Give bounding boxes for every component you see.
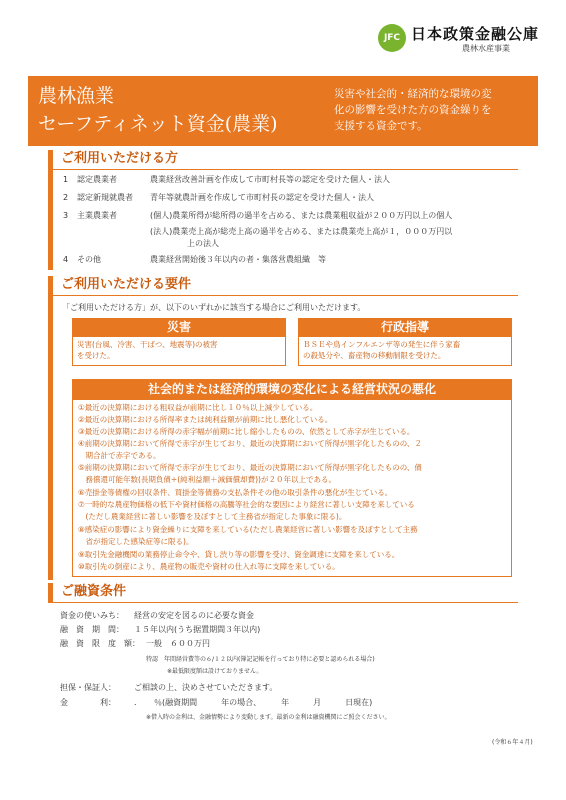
title-banner	[28, 76, 538, 146]
eligibility-no: 4	[63, 255, 69, 264]
admin-line: ＢＳＥや鳥インフルエンザ等の発生に伴う家畜	[303, 340, 461, 349]
requirements-heading: ご利用いただける要件	[48, 276, 518, 296]
rate-note: ※借入時の金利は、金融情勢により変動します。最新の金利は融資機関にご照会ください。	[146, 714, 391, 721]
logo-name: 日本政策金融公庫	[411, 25, 540, 43]
condition-line: ⑩取引先の倒産により、農産物の販売や資材の仕入れ等に支障を来している。	[78, 562, 340, 571]
collateral-label: 担保・保証人：	[60, 683, 116, 692]
condition-line: ④前期の決算期において所得で赤字が生じており、最近の決算期において所得が黒字化したものの、２	[78, 439, 422, 448]
jfc-logo	[378, 22, 558, 56]
issue-date: (令和６年４月)	[492, 739, 533, 746]
limit-value: 一般 ６００万円	[146, 639, 210, 648]
condition-line: 務償還可能年数(長期負債÷(純利益額＋減価償却費))が２０年以上である。	[78, 475, 336, 484]
limit-note: ※最低限度額は設けておりません。	[167, 668, 263, 675]
admin-line: の殺処分や、畜産物の移動制限を受けた。	[303, 351, 446, 360]
condition-line: ⑥売掛金等債権の回収条件、買掛金等債務の支払条件その他の取引条件の悪化が生じている。	[78, 488, 393, 497]
condition-line: 期合計で赤字である。	[78, 451, 161, 460]
rate-value: ． ％(融資期間 年の場合、 年 月 日現在)	[134, 698, 373, 707]
eligibility-no: 1	[63, 175, 69, 184]
banner-title-line1: 農林漁業	[38, 85, 115, 107]
condition-line: ⑦一時的な農産物価格の低下や資材価格の高騰等社会的な要因により経営に著しい支障を来している	[78, 500, 415, 509]
section-bracket	[48, 170, 53, 270]
period-value: １５年以内(うち据置期間３年以内)	[134, 625, 261, 634]
condition-line: ③最近の決算期における所得の赤字幅が前期に比し縮小したものの、依然として赤字が生じている。	[78, 427, 415, 436]
eligibility-label: その他	[77, 255, 101, 264]
condition-line: ①最近の決算期における粗収益が前期に比し１０％以上減少している。	[78, 403, 318, 412]
eligibility-no: 2	[63, 193, 69, 202]
logo-subtitle: 農林水産事業	[462, 44, 510, 53]
eligibility-desc: 農業経営改善計画を作成して市町村長等の認定を受けた個人・法人	[150, 175, 390, 184]
banner-desc-line: 化の影響を受けた方の資金繰りを	[334, 104, 492, 116]
condition-line: ⑨取引先金融機関の業務停止命令や、貸し渋り等の影響を受け、資金調達に支障を来している。	[78, 550, 400, 559]
section-bracket	[48, 296, 53, 580]
financing-heading: ご融資条件	[48, 583, 518, 603]
banner-title-line2: セーフティネット資金(農業)	[38, 113, 278, 135]
disaster-title: 災害	[72, 318, 286, 336]
banner-description	[334, 86, 530, 134]
requirements-intro: 「ご利用いただける方」が、以下のいずれかに該当する場合にご利用いただけます。	[62, 303, 366, 312]
banner-desc-line: 災害や社会的・経済的な環境の変	[334, 88, 492, 100]
eligibility-desc: (法人)農業売上高が総売上高の過半を占める、または農業売上高が１，０００万円以	[150, 227, 453, 236]
period-label: 融 資 期 間：	[60, 625, 124, 634]
collateral-value: ご相談の上、決めさせていただきます。	[134, 683, 278, 692]
eligibility-label: 認定新規就農者	[77, 193, 133, 202]
condition-line: (ただし農業経営に著しい影響を及ぼすとして主務省が指定した事象に限る)。	[78, 512, 347, 521]
admin-guidance-body	[298, 336, 512, 366]
disaster-line: 災害(台風、冷害、干ばつ、地震等)の被害	[77, 340, 218, 349]
eligibility-heading: ご利用いただける方	[48, 150, 518, 170]
eligibility-no: 3	[63, 211, 69, 220]
admin-guidance-title: 行政指導	[298, 318, 512, 336]
limit-note: 特認 年間経営費等の６/１２以内(簿記記帳を行っており特に必要と認められる場合)	[146, 656, 375, 663]
eligibility-desc: (個人)農業所得が総所得の過半を占める、または農業粗収益が２００万円以上の個人	[150, 211, 453, 220]
eligibility-label: 認定農業者	[77, 175, 117, 184]
use-value: 経営の安定を図るのに必要な資金	[134, 611, 254, 620]
use-label: 資金の使いみち：	[60, 611, 124, 620]
eligibility-label: 主業農業者	[77, 211, 117, 220]
eligibility-desc: 上の法人	[187, 239, 219, 248]
condition-line: ②最近の決算期における所得率または純利益額が前期に比し悪化している。	[78, 415, 333, 424]
disaster-body	[72, 336, 286, 366]
eligibility-desc: 青年等就農計画を作成して市町村長の認定を受けた個人・法人	[150, 193, 374, 202]
condition-line: ⑧感染症の影響により資金繰りに支障を来している(ただし農業経営に著しい影響を及ぼすとして主務	[78, 525, 418, 534]
banner-desc-line: 支援する資金です。	[334, 120, 428, 132]
limit-label: 融 資 限 度 額：	[60, 639, 140, 648]
condition-line: 省が指定した感染症等に限る)。	[78, 537, 194, 546]
disaster-line: を受けた。	[77, 351, 115, 360]
rate-label: 金 利：	[60, 698, 116, 707]
jfc-logo-mark: JFC	[378, 24, 406, 52]
condition-line: ⑤前期の決算期において所得で赤字が生じており、最近の決算期において所得が黒字化したものの、債	[78, 463, 422, 472]
eligibility-desc: 農業経営開始後３年以内の者・集落営農組織 等	[150, 255, 326, 264]
economic-change-title: 社会的または経済的環境の変化による経営状況の悪化	[72, 379, 512, 399]
